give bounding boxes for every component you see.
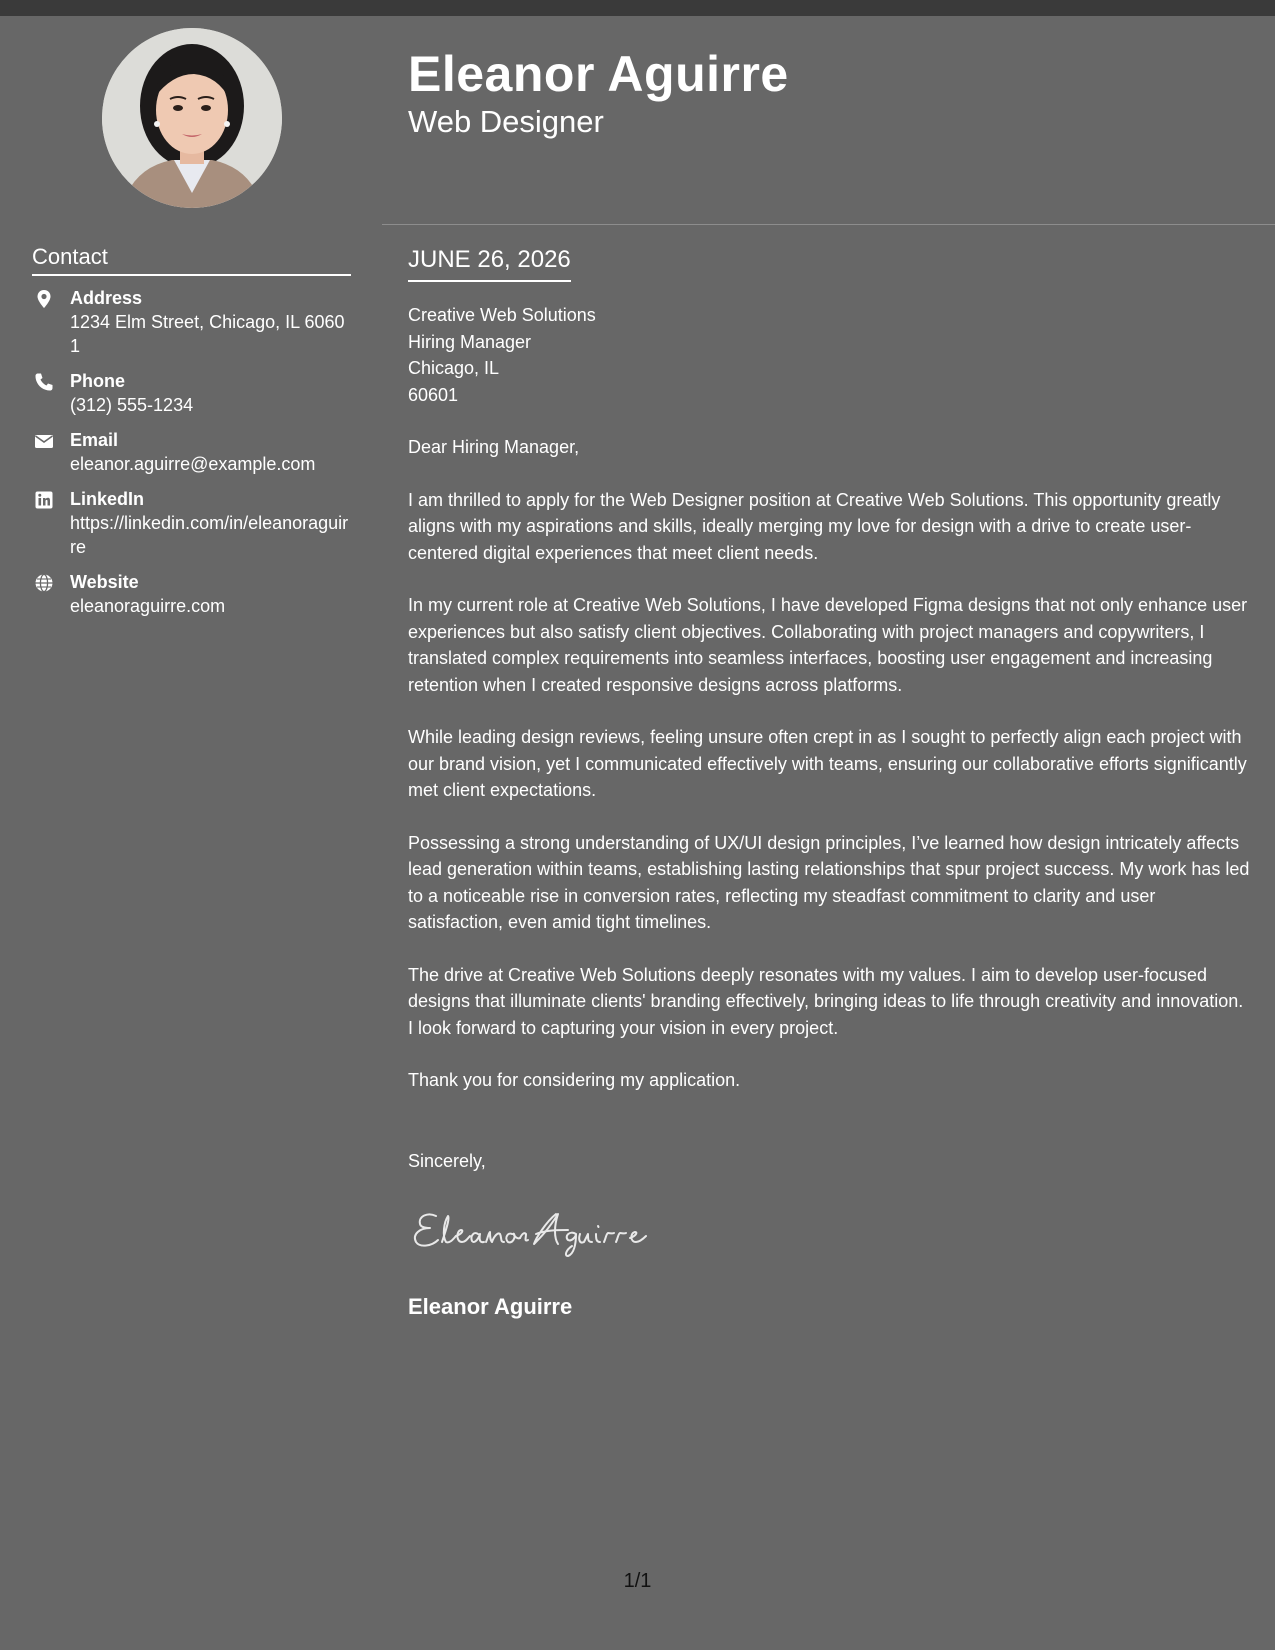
signature <box>408 1200 678 1260</box>
applicant-name: Eleanor Aguirre <box>408 46 789 102</box>
contact-heading: Contact <box>32 242 351 276</box>
recipient-role: Hiring Manager <box>408 331 532 352</box>
contact-item-phone <box>32 369 352 417</box>
contact-item-linkedin <box>32 487 352 559</box>
letter-date: JUNE 26, 2026 <box>408 244 571 282</box>
phone-icon <box>34 372 54 392</box>
globe-icon <box>34 573 54 593</box>
contact-label: Address <box>70 288 143 308</box>
letter-paragraph: In my current role at Creative Web Solutions, I have developed Figma designs that not only enhance user experiences but also satisfy client objectives. Collaborating with project managers and copywriters, I translated complex requirements into seamless interfaces, boosting user engagement and increasing retention when I created responsive designs across platforms. <box>408 595 1248 695</box>
contact-item-email <box>32 428 352 476</box>
contact-value[interactable]: (312) 555-1234 <box>70 395 194 415</box>
contact-item-address <box>32 286 352 358</box>
avatar <box>102 28 282 208</box>
recipient-block <box>408 302 1250 408</box>
letter-paragraph: Possessing a strong understanding of UX/UI design principles, I’ve learned how design intricately affects lead generation within teams, establishing lasting relationships that spur project success. My work has led to a noticeable rise in conversion rates, reflecting my steadfast commitment to clarity and user satisfaction, even amid tight timelines. <box>408 832 1250 932</box>
letter-paragraph: While leading design reviews, feeling unsure often crept in as I sought to perfectly align each project with our brand vision, yet I communicated effectively with teams, ensuring our collaborative efforts significantly met client expectations. <box>408 727 1247 800</box>
contact-value[interactable]: eleanor.aguirre@example.com <box>70 454 316 474</box>
sidebar <box>0 16 382 1650</box>
contact-list <box>32 286 352 629</box>
recipient-zip: 60601 <box>408 384 459 405</box>
contact-label: LinkedIn <box>70 489 145 509</box>
letter-body <box>408 302 1250 1120</box>
letter-paragraph: Thank you for considering my application. <box>408 1070 741 1090</box>
envelope-icon <box>34 431 54 451</box>
contact-value[interactable]: https://linkedin.com/in/eleanoraguirre <box>70 513 349 557</box>
top-bar <box>0 0 1275 16</box>
closing: Sincerely, <box>408 1151 486 1171</box>
contact-value: 1234 Elm Street, Chicago, IL 60601 <box>70 312 345 356</box>
page-number: 1/1 <box>623 1570 652 1592</box>
salutation: Dear Hiring Manager, <box>408 437 580 457</box>
signer-name: Eleanor Aguirre <box>408 1294 573 1319</box>
contact-value[interactable]: eleanoraguirre.com <box>70 596 226 616</box>
letter-paragraph: I am thrilled to apply for the Web Designer position at Creative Web Solutions. This opportunity greatly aligns with my aspirations and skills, ideally merging my love for design with a drive to create user-centered digital experiences that meet client needs. <box>408 489 1221 563</box>
recipient-city: Chicago, IL <box>408 358 500 378</box>
map-pin-icon <box>34 289 54 309</box>
letter-paragraph: The drive at Creative Web Solutions deeply resonates with my values. I aim to develop user-focused designs that illuminate clients' branding effectively, bringing ideas to life through creativity and innovation. I look forward to capturing your vision in every project. <box>408 964 1244 1038</box>
linkedin-icon <box>34 490 54 510</box>
contact-label: Website <box>70 572 139 592</box>
header-divider <box>382 224 1275 225</box>
profile-photo <box>102 28 282 208</box>
contact-label: Email <box>70 430 119 450</box>
contact-item-website <box>32 570 352 618</box>
contact-label: Phone <box>70 371 126 391</box>
job-title: Web Designer <box>408 104 604 139</box>
recipient-company: Creative Web Solutions <box>408 305 596 325</box>
